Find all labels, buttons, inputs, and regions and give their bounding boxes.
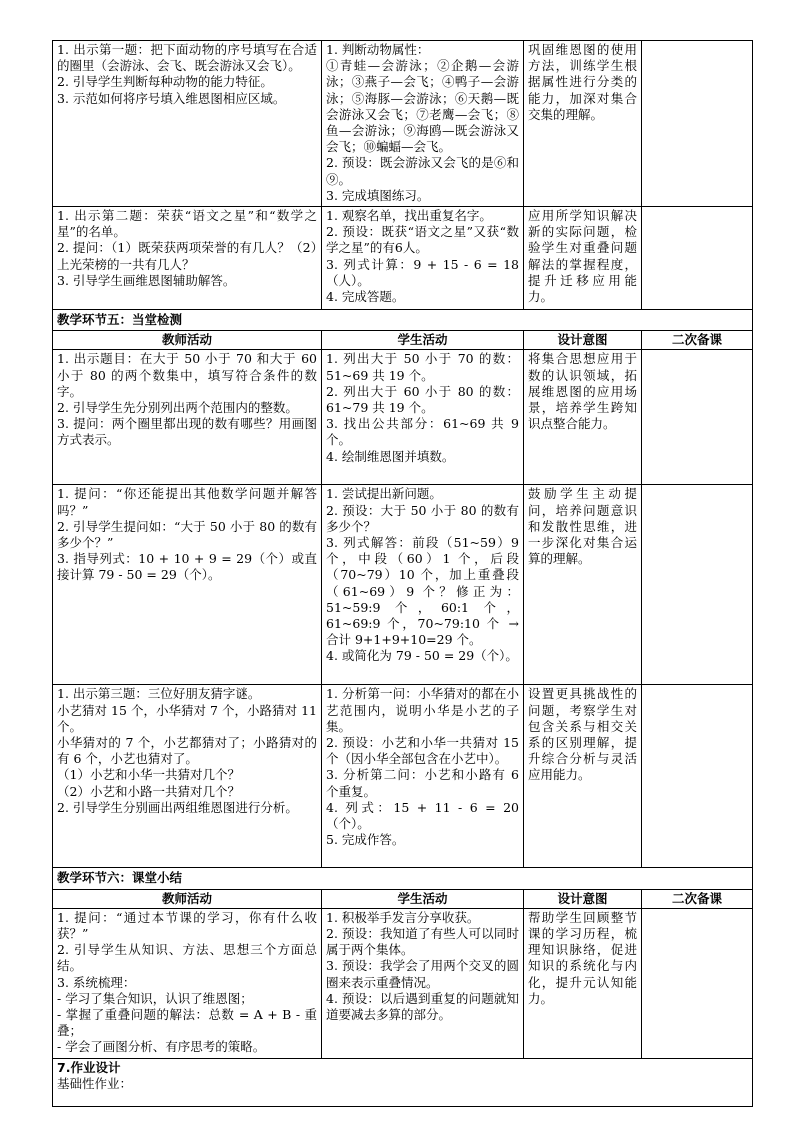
student-activity-cell (322, 908, 524, 1058)
teacher-activity-cell (53, 685, 322, 868)
student-activity-cell (322, 685, 524, 868)
teacher-activity-cell-line: 1. 出示题目：在大于 50 小于 70 和大于 60 小于 80 的两个数集中，填写符合条件的数字。 (57, 351, 317, 399)
teacher-activity-cell-line: 1. 出示第三题：三位好朋友猜字谜。 (57, 686, 261, 702)
homework-cell (53, 1058, 753, 1106)
homework-line: 基础性作业： (57, 1076, 133, 1092)
design-intent-cell-line: 巩固维恩图的使用方法，训练学生根据属性进行分类的能力，加深对集合交集的理解。 (528, 42, 637, 122)
design-intent-cell (524, 350, 642, 485)
teacher-activity-cell (53, 350, 322, 485)
student-activity-cell-line: 4. 列式：15 + 11 - 6 = 20（个）。 (326, 799, 519, 832)
design-intent-cell-line: 鼓励学生主动提问，培养问题意识和发散性思维，进一步深化对集合运算的理解。 (528, 486, 637, 567)
teacher-activity-cell-line: 3. 系统梳理： (57, 974, 136, 990)
student-activity-cell-line: 4. 完成答题。 (326, 289, 405, 305)
section-6-column-headers (53, 889, 753, 908)
section-6-title-row (53, 868, 753, 889)
column-header: 二次备课 (642, 331, 753, 350)
teacher-activity-cell-line: 2. 引导学生判断每种动物的能力特征。 (57, 74, 273, 90)
second-prep-cell (642, 207, 753, 310)
second-prep-cell (642, 41, 753, 207)
student-activity-cell-line: 1. 尝试提出新问题。 (326, 486, 442, 502)
design-intent-cell (524, 207, 642, 310)
student-activity-cell-line: 1. 积极举手发言分享收获。 (326, 909, 480, 925)
column-header: 设计意图 (524, 331, 642, 350)
student-activity-cell-line: 4. 绘制维恩图并填数。 (326, 448, 455, 464)
student-activity-cell-line: 3. 列式解答：前段（51~59）9 个，中段（60）1 个，后段（70~79）10 个，加上重叠段（61~69）9 个？修正为：51~59:9 个，60:1 个，61~69:9 个，70~79:10 个 → 合计 9+1+9+10=29 个。 (326, 535, 519, 648)
design-intent-cell-line: 将集合思想应用于数的认识领域，拓展维恩图的应用场景，培养学生跨知识点整合能力。 (528, 351, 637, 432)
student-activity-cell-line: 3. 分析第二问：小艺和小路有 6 个重复。 (326, 767, 519, 799)
section-5-column-headers (53, 331, 753, 350)
table-row (53, 41, 753, 207)
teacher-activity-cell-line: 2. 引导学生先分别列出两个范围内的整数。 (57, 400, 298, 416)
second-prep-cell (642, 350, 753, 485)
column-header: 教师活动 (53, 331, 322, 350)
student-activity-cell-line: 2. 预设：小艺和小华一共猜对 15 个（因小华全部包含在小艺中）。 (326, 735, 519, 767)
student-activity-cell-line: 1. 列出大于 50 小于 70 的数：51~69 共 19 个。 (326, 351, 519, 383)
student-activity-cell-line: 2. 预设：既会游泳又会飞的是⑥和⑨。 (326, 155, 519, 187)
teacher-activity-cell-line: 3. 提问：两个圈里都出现的数有哪些？用画图方式表示。 (57, 416, 317, 448)
teacher-activity-cell (53, 485, 322, 685)
teacher-activity-cell-line: 1. 出示第一题：把下面动物的序号填写在合适的圈里（会游泳、会飞、既会游泳又会飞）。 (57, 42, 317, 74)
table-row (53, 908, 753, 1058)
teacher-activity-cell-line: 1. 出示第二题：荣获“语文之星”和“数学之星”的名单。 (57, 208, 317, 240)
teacher-activity-cell-line: 1. 提问：“通过本节课的学习，你有什么收获？” (57, 909, 317, 942)
student-activity-cell (322, 207, 524, 310)
teacher-activity-cell-line: 2. 引导学生分别画出两组维恩图进行分析。 (57, 799, 298, 815)
student-activity-cell-line: 2. 列出大于 60 小于 80 的数：61~79 共 19 个。 (326, 383, 519, 416)
teacher-activity-cell (53, 207, 322, 310)
section-5-title: 教学环节五：当堂检测 (53, 310, 753, 331)
student-activity-cell (322, 350, 524, 485)
second-prep-cell (642, 485, 753, 685)
teacher-activity-cell-line: 小艺猜对 15 个，小华猜对 7 个，小路猜对 11 个。 (57, 702, 317, 734)
teacher-activity-cell-line: 2. 引导学生从知识、方法、思想三个方面总结。 (57, 942, 317, 974)
teacher-activity-cell-line: 1. 提问：“你还能提出其他数学问题并解答吗？” (57, 486, 317, 518)
teacher-activity-cell (53, 41, 322, 207)
second-prep-cell (642, 685, 753, 868)
student-activity-cell-line: 3. 找出公共部分：61~69 共 9 个。 (326, 416, 519, 448)
teacher-activity-cell-line: 3. 示范如何将序号填入维恩图相应区域。 (57, 90, 286, 106)
student-activity-cell-line: ①青蛙—会游泳；②企鹅—会游泳；③燕子—会飞；④鸭子—会游泳；⑤海豚—会游泳；⑥天鹅—既会游泳又会飞；⑦老鹰—会飞；⑧鱼—会游泳；⑨海鸥—既会游泳又会飞；⑩蝙蝠—会飞。 (326, 58, 519, 155)
student-activity-cell-line: 3. 完成填图练习。 (326, 187, 430, 203)
column-header: 学生活动 (322, 331, 524, 350)
student-activity-cell-line: 1. 判断动物属性： (326, 42, 430, 57)
column-header: 设计意图 (524, 889, 642, 908)
student-activity-cell-line: 1. 观察名单，找出重复名字。 (326, 208, 492, 224)
teacher-activity-cell (53, 908, 322, 1058)
student-activity-cell-line: 2. 预设：大于 50 小于 80 的数有多少个？ (326, 502, 519, 534)
student-activity-cell-line: 2. 预设：我知道了有些人可以同时属于两个集体。 (326, 926, 519, 958)
student-activity-cell-line: 2. 预设：既获“语文之星”又获“数学之星”的有6人。 (326, 224, 519, 256)
design-intent-cell (524, 41, 642, 207)
column-header: 学生活动 (322, 889, 524, 908)
table-row (53, 350, 753, 485)
column-header: 二次备课 (642, 889, 753, 908)
student-activity-cell-line: 4. 预设：以后遇到重复的问题就知道要减去多算的部分。 (326, 990, 519, 1023)
table-row (53, 485, 753, 685)
design-intent-cell-line: 应用所学知识解决新的实际问题，检验学生对重叠问题解法的掌握程度，提升迁移应用能力。 (528, 208, 637, 305)
table-row (53, 207, 753, 310)
teacher-activity-cell-line: 2. 提问：（1）既荣获两项荣誉的有几人？（2）上光荣榜的一共有几人？ (57, 240, 317, 272)
teacher-activity-cell-line: （1）小艺和小华一共猜对几个？ (57, 767, 240, 783)
design-intent-cell-line: 设置更具挑战性的问题，考察学生对包含关系与相交关系的区别理解，提升综合分析与灵活应用能力。 (528, 686, 637, 783)
teacher-activity-cell-line: - 学会了画图分析、有序思考的策略。 (57, 1039, 266, 1055)
section-5-title-row (53, 310, 753, 331)
design-intent-cell (524, 685, 642, 868)
student-activity-cell-line: 1. 分析第一问：小华猜对的都在小艺范围内，说明小华是小艺的子集。 (326, 686, 519, 734)
student-activity-cell (322, 485, 524, 685)
design-intent-cell (524, 485, 642, 685)
homework-row (53, 1058, 753, 1106)
teacher-activity-cell-line: 3. 指导列式：10 + 10 + 9 = 29（个）或直接计算 79 - 50 = 29（个）。 (57, 551, 317, 583)
teacher-activity-cell-line: - 学习了集合知识，认识了维恩图； (57, 990, 253, 1006)
teacher-activity-cell-line: 3. 引导学生画维恩图辅助解答。 (57, 272, 236, 288)
section-6-title: 教学环节六：课堂小结 (53, 868, 753, 889)
column-header: 教师活动 (53, 889, 322, 908)
lesson-plan-page (52, 40, 752, 1107)
student-activity-cell-line: 3. 列式计算：9 + 15 - 6 = 18（人）。 (326, 256, 519, 288)
teacher-activity-cell-line: - 掌握了重叠问题的解法：总数 = A + B - 重叠； (57, 1007, 317, 1039)
student-activity-cell-line: 4. 或简化为 79 - 50 = 29（个）。 (326, 648, 518, 664)
student-activity-cell (322, 41, 524, 207)
table-row (53, 685, 753, 868)
design-intent-cell-line: 帮助学生回顾整节课的学习历程，梳理知识脉络，促进知识的系统化与内化，提升元认知能力。 (528, 909, 637, 1006)
teacher-activity-cell-line: 小华猜对的 7 个，小艺都猜对了；小路猜对的有 6 个，小艺也猜对了。 (57, 735, 317, 767)
teacher-activity-cell-line: 2. 引导学生提问如：“大于 50 小于 80 的数有多少个？” (57, 518, 317, 551)
design-intent-cell (524, 908, 642, 1058)
lesson-plan-table (52, 40, 753, 1107)
second-prep-cell (642, 908, 753, 1058)
homework-title: 7.作业设计 (57, 1059, 121, 1075)
student-activity-cell-line: 3. 预设：我学会了用两个交叉的圆圈来表示重叠情况。 (326, 958, 519, 990)
student-activity-cell-line: 5. 完成作答。 (326, 832, 405, 848)
teacher-activity-cell-line: （2）小艺和小路一共猜对几个？ (57, 783, 240, 799)
